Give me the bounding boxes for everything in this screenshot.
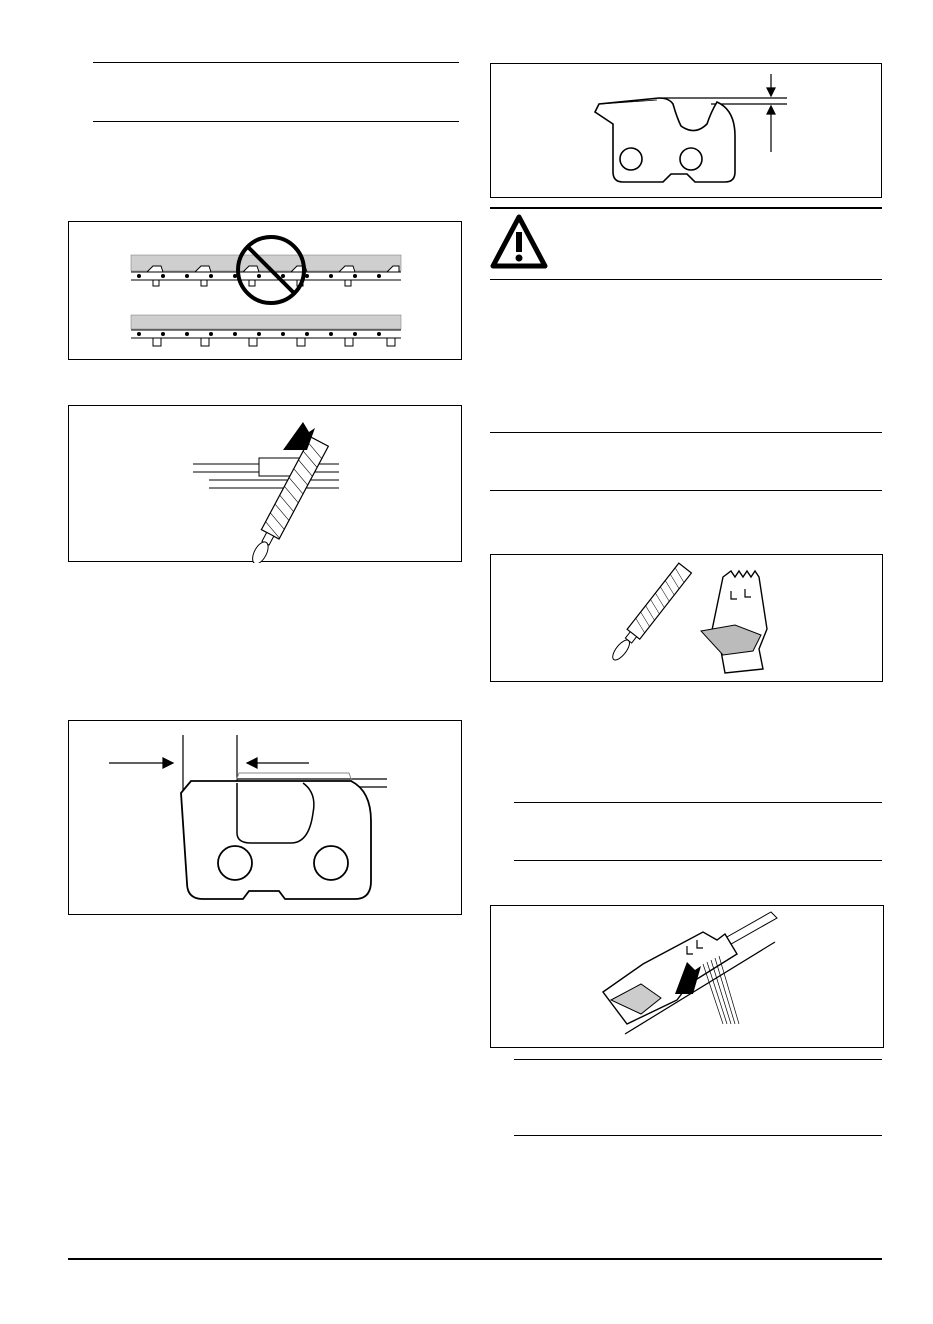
note-rule-bottom-3	[514, 860, 882, 861]
figure-filing-cutter	[68, 405, 462, 562]
note-rule-top-2	[490, 432, 882, 433]
note-rule-top-3	[514, 802, 882, 803]
note-rule-top-1	[93, 62, 459, 63]
note-rule-bottom-4	[514, 1135, 882, 1136]
figure-file-and-gauge	[490, 554, 883, 682]
figure-gauge-on-chain	[490, 905, 884, 1048]
footer-rule	[68, 1258, 882, 1260]
note-rule-top-4	[514, 1059, 882, 1060]
figure-chain-comparison	[68, 221, 462, 360]
note-rule-bottom-2	[490, 490, 882, 491]
note-rule-bottom-1	[93, 121, 459, 122]
warning-triangle-icon	[490, 214, 548, 270]
figure-cutter-worn	[68, 720, 462, 915]
warning-rule-bottom	[490, 279, 882, 280]
warning-rule-top	[490, 207, 882, 209]
figure-depth-gauge	[490, 63, 882, 198]
